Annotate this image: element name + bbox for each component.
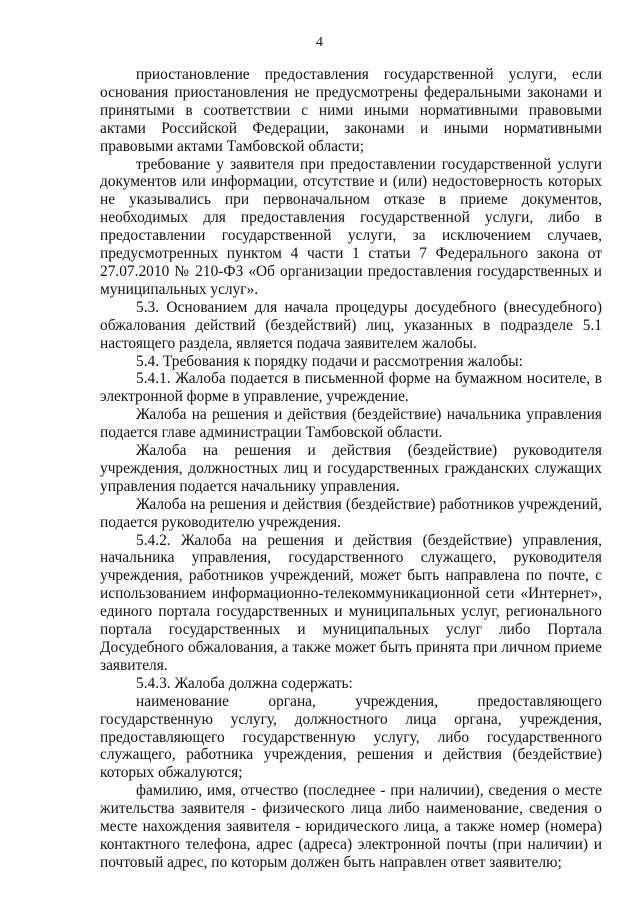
paragraph: Жалоба на решения и действия (бездействие) руководителя учреждения, должностных лиц и государственных гражданских служащих управления подается начальнику управления. xyxy=(100,442,602,495)
page-number: 4 xyxy=(316,35,323,50)
paragraph: 5.4. Требования к порядку подачи и рассмотрения жалобы: xyxy=(136,352,523,370)
paragraph: наименование органа, учреждения, предоставляющего государственную услугу, должностного лица органа, учреждения, предоставляющего государственную услугу, либо государственного служащего, работника учреждения, решения и действия (бездействие) которых обжалуются; xyxy=(100,692,602,782)
paragraph: фамилию, имя, отчество (последнее - при наличии), сведения о месте жительства заявителя - физического лица либо наименование, сведения о месте нахождения заявителя - юридического лица, а также номер (номера) контактного телефона, адрес (адреса) электронной почты (при наличии) и почтовый адрес, по которым должен быть направлен ответ заявителю; xyxy=(100,782,602,871)
paragraph: приостановление предоставления государственной услуги, если основания приостановления не предусмотрены федеральными законами и принятыми в соответствии с ними иными нормативными правовыми актами Российской Федерации, законами и иными нормативными правовыми актами Тамбовской области; xyxy=(100,66,602,155)
paragraph: 5.3. Основанием для начала процедуры досудебного (внесудебного) обжалования действий (бездействий) лиц, указанных в подразделе 5.1 настоящего раздела, является подача заявителем жалобы. xyxy=(100,298,602,352)
paragraph: 5.4.1. Жалоба подается в письменной форме на бумажном носителе, в электронной форме в управление, учреждение. xyxy=(100,370,602,406)
paragraph: 5.4.3. Жалоба должна содержать: xyxy=(136,674,353,692)
paragraph: Жалоба на решения и действия (бездействие) начальника управления подается главе администрации Тамбовской области. xyxy=(100,406,602,442)
paragraph: 5.4.2. Жалоба на решения и действия (бездействие) управления, начальника управления, государственного служащего, руководителя учреждения, работников учреждений, может быть направлена по почте, с использованием информационно-телекоммуникационной сети «Интернет», единого портала государственных и муниципальных услуг, регионального портала государственных и муниципальных услуг либо Портала Досудебного обжалования, а также может быть принята при личном приеме заявителя. xyxy=(100,531,602,674)
paragraph: требование у заявителя при предоставлении государственной услуги документов или информации, отсутствие и (или) недостоверность которых не указывались при первоначальном отказе в приеме документов, необходимых для предоставления государственной услуги, либо в предоставлении государственной услуги, за исключением случаев, предусмотренных пунктом 4 части 1 статьи 7 Федерального закона от 27.07.2010 № 210-ФЗ «Об организации предоставления государственных и муниципальных услуг». xyxy=(100,155,602,298)
paragraph: Жалоба на решения и действия (бездействие) работников учреждений, подается руководителю учреждения. xyxy=(100,495,602,531)
body-text xyxy=(100,66,602,872)
